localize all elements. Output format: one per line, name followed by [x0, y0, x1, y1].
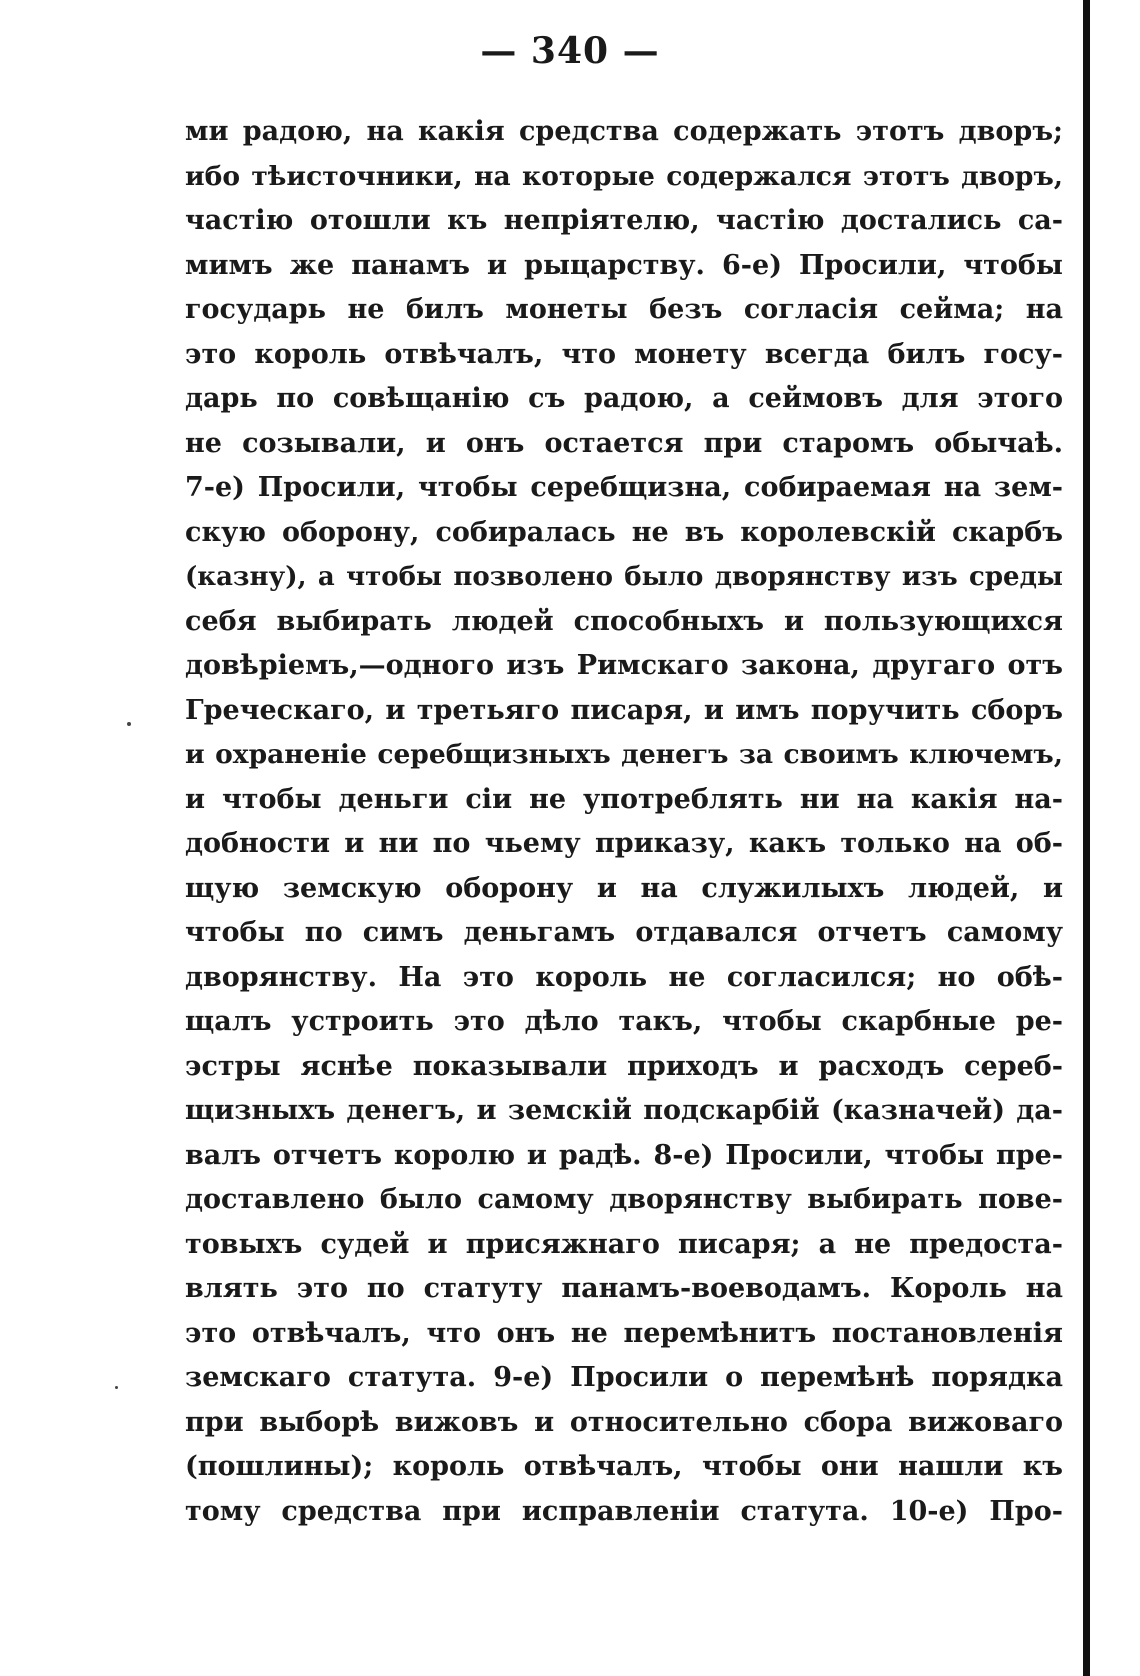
text-line: себя выбирать людей способныхъ и пользующихся [185, 605, 1063, 637]
scan-speck [127, 722, 131, 726]
scan-speck [115, 1386, 118, 1389]
text-line: и охраненіе серебщизныхъ денегъ за своимъ ключемъ, [185, 739, 1063, 770]
page-edge-shadow [1083, 0, 1090, 1676]
text-line: эстры яснѣе показывали приходъ и расходъ сереб- [185, 1050, 1063, 1082]
page-number: — 340 — [480, 30, 660, 72]
text-line: щалъ устроить это дѣло такъ, чтобы скарбные ре- [185, 1006, 1063, 1037]
text-line: щизныхъ денегъ, и земскій подскарбій (казначей) да- [185, 1095, 1063, 1126]
text-line: это отвѣчалъ, что онъ не перемѣнитъ постановленія [185, 1317, 1063, 1349]
text-line: доставлено было самому дворянству выбирать пове- [185, 1184, 1063, 1215]
text-line: Греческаго, и третьяго писаря, и имъ поручить сборъ [185, 694, 1063, 726]
text-line: (казну), а чтобы позволено было дворянству изъ среды [185, 562, 1063, 592]
text-line: скую оборону, собиралась не въ королевскій скарбъ [185, 516, 1063, 548]
text-line: влять это по статуту панамъ-воеводамъ. Король на [185, 1273, 1063, 1304]
text-line: ми радою, на какія средства содержать этотъ дворъ; [185, 116, 1063, 147]
text-line: довѣріемъ,—одного изъ Римскаго закона, другаго отъ [185, 650, 1063, 681]
text-line: это король отвѣчалъ, что монету всегда билъ госу- [185, 338, 1063, 370]
text-line: добности и ни по чьему приказу, какъ только на об- [185, 828, 1063, 859]
text-line: товыхъ судей и присяжнаго писаря; а не предоста- [185, 1228, 1063, 1260]
text-line: чтобы по симъ деньгамъ отдавался отчетъ самому [185, 917, 1063, 948]
text-line: дарь по совѣщанію съ радою, а сеймовъ для этого [185, 383, 1063, 414]
text-line: при выборѣ вижовъ и относительно сбора вижоваго [185, 1406, 1063, 1438]
text-line: тому средства при исправленіи статута. 10-е) Про- [185, 1495, 1063, 1527]
text-line: частію отошли къ непріятелю, частію достались са- [185, 205, 1063, 236]
text-line: земскаго статута. 9-е) Просили о перемѣнѣ порядка [185, 1362, 1063, 1393]
text-line: ибо тѣисточники, на которые содержался этотъ дворъ, [185, 160, 1063, 192]
text-line: щую земскую оборону и на служилыхъ людей, и [185, 872, 1063, 904]
text-line: мимъ же панамъ и рыцарству. 6-е) Просили, чтобы [185, 249, 1063, 281]
text-line: валъ отчетъ королю и радѣ. 8-е) Просили, чтобы пре- [185, 1139, 1063, 1171]
text-line: (пошлины); король отвѣчалъ, чтобы они нашли къ [185, 1451, 1063, 1482]
text-line: государь не билъ монеты безъ согласія сейма; на [185, 294, 1063, 325]
text-line: не созывали, и онъ остается при старомъ обычаѣ. [185, 427, 1063, 459]
text-line: дворянству. На это король не согласился; но обѣ- [185, 961, 1063, 993]
body-text [185, 110, 1063, 1534]
text-line: 7-е) Просили, чтобы серебщизна, собираемая на зем- [185, 472, 1063, 503]
text-line: и чтобы деньги сіи не употреблять ни на какія на- [185, 783, 1063, 815]
